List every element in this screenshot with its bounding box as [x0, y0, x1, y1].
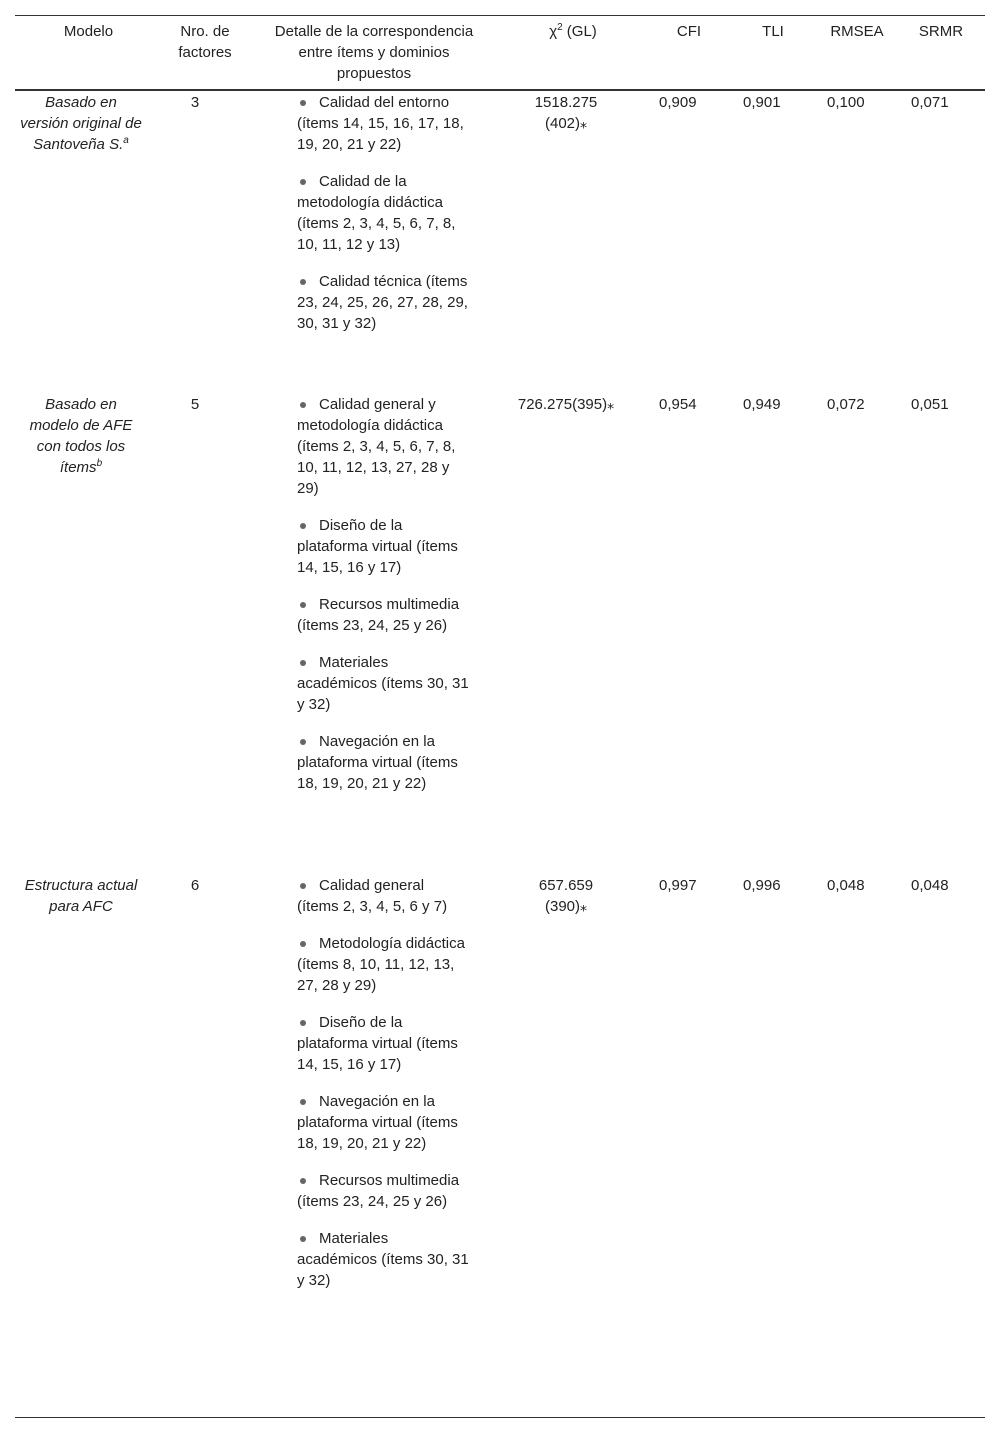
domain-item: Calidad del entorno (ítems 14, 15, 16, 17, 18, 19, 20, 21 y 22) — [297, 94, 464, 153]
domain-list — [297, 875, 469, 1307]
factor-count: 3 — [190, 94, 200, 111]
bullet-icon — [300, 1020, 306, 1026]
chi-square-value: 1518.275 (402)⁎ — [534, 94, 598, 132]
bullet-icon — [300, 1099, 306, 1105]
domain-item: Recursos multimedia (ítems 23, 24, 25 y 26) — [297, 596, 460, 634]
domain-list — [297, 394, 469, 810]
srmr-value: 0,048 — [911, 877, 949, 894]
domain-item: Diseño de la plataforma virtual (ítems 14, 15, 16 y 17) — [297, 1014, 458, 1073]
model-name: Estructura actual para AFC — [24, 877, 138, 915]
bullet-icon — [300, 179, 306, 185]
chi-square-value: 657.659 (390)⁎ — [538, 877, 594, 915]
bullet-icon — [300, 660, 306, 666]
bullet-icon — [300, 100, 306, 106]
domain-item: Materiales académicos (ítems 30, 31 y 32) — [297, 1230, 469, 1289]
bullet-icon — [300, 739, 306, 745]
table-bottom-rule — [15, 1417, 985, 1418]
bullet-icon — [300, 883, 306, 889]
model-name: Basado en versión original de Santoveña S.$^a$ — [20, 94, 142, 153]
domain-item: Calidad técnica (ítems 23, 24, 25, 26, 27, 28, 29, 30, 31 y 32) — [297, 273, 468, 332]
bullet-icon — [300, 602, 306, 608]
domain-item: Metodología didáctica (ítems 8, 10, 11, 12, 13, 27, 28 y 29) — [297, 935, 465, 994]
domain-item: Navegación en la plataforma virtual (ítems 18, 19, 20, 21 y 22) — [297, 733, 458, 792]
bullet-icon — [300, 1178, 306, 1184]
cfi-value: 0,909 — [659, 94, 697, 111]
domain-item: Recursos multimedia (ítems 23, 24, 25 y 26) — [297, 1172, 460, 1210]
factor-count: 5 — [190, 396, 200, 413]
header-tli: TLI — [762, 23, 784, 40]
header-cfi: CFI — [676, 23, 702, 40]
bullet-icon — [300, 941, 306, 947]
header-detail: Detalle de la correspondencia entre ítems y dominios propuestos — [274, 23, 474, 82]
tli-value: 0,901 — [743, 94, 781, 111]
domain-item: Materiales académicos (ítems 30, 31 y 32) — [297, 654, 469, 713]
bullet-icon — [300, 523, 306, 529]
rmsea-value: 0,048 — [827, 877, 865, 894]
bullet-icon — [300, 402, 306, 408]
domain-item: Calidad general y metodología didáctica (ítems 2, 3, 4, 5, 6, 7, 8, 10, 11, 12, 13, 27, 28 y 29) — [297, 396, 456, 497]
domain-item: Diseño de la plataforma virtual (ítems 14, 15, 16 y 17) — [297, 517, 458, 576]
header-rmsea: RMSEA — [830, 23, 884, 40]
cfi-value: 0,954 — [659, 396, 697, 413]
tli-value: 0,949 — [743, 396, 781, 413]
header-srmr: SRMR — [918, 23, 964, 40]
header-chi-square: $\chi^2$ (GL) — [549, 22, 597, 40]
rmsea-value: 0,072 — [827, 396, 865, 413]
tli-value: 0,996 — [743, 877, 781, 894]
table-header-rule — [15, 89, 985, 91]
srmr-value: 0,051 — [911, 396, 949, 413]
cfi-value: 0,997 — [659, 877, 697, 894]
domain-list — [297, 92, 469, 350]
model-name: Basado en modelo de AFE con todos los ítems$^b$ — [29, 396, 133, 476]
bullet-icon — [300, 279, 306, 285]
header-model: Modelo — [63, 23, 114, 40]
table-top-rule — [15, 15, 985, 16]
srmr-value: 0,071 — [911, 94, 949, 111]
chi-square-value: 726.275(395)⁎ — [517, 396, 615, 413]
domain-item: Calidad general (ítems 2, 3, 4, 5, 6 y 7) — [297, 877, 448, 915]
bullet-icon — [300, 1236, 306, 1242]
domain-item: Calidad de la metodología didáctica (ítems 2, 3, 4, 5, 6, 7, 8, 10, 11, 12 y 13) — [297, 173, 456, 253]
header-factors: Nro. de factores — [178, 23, 232, 61]
factor-count: 6 — [190, 877, 200, 894]
rmsea-value: 0,100 — [827, 94, 865, 111]
domain-item: Navegación en la plataforma virtual (ítems 18, 19, 20, 21 y 22) — [297, 1093, 458, 1152]
